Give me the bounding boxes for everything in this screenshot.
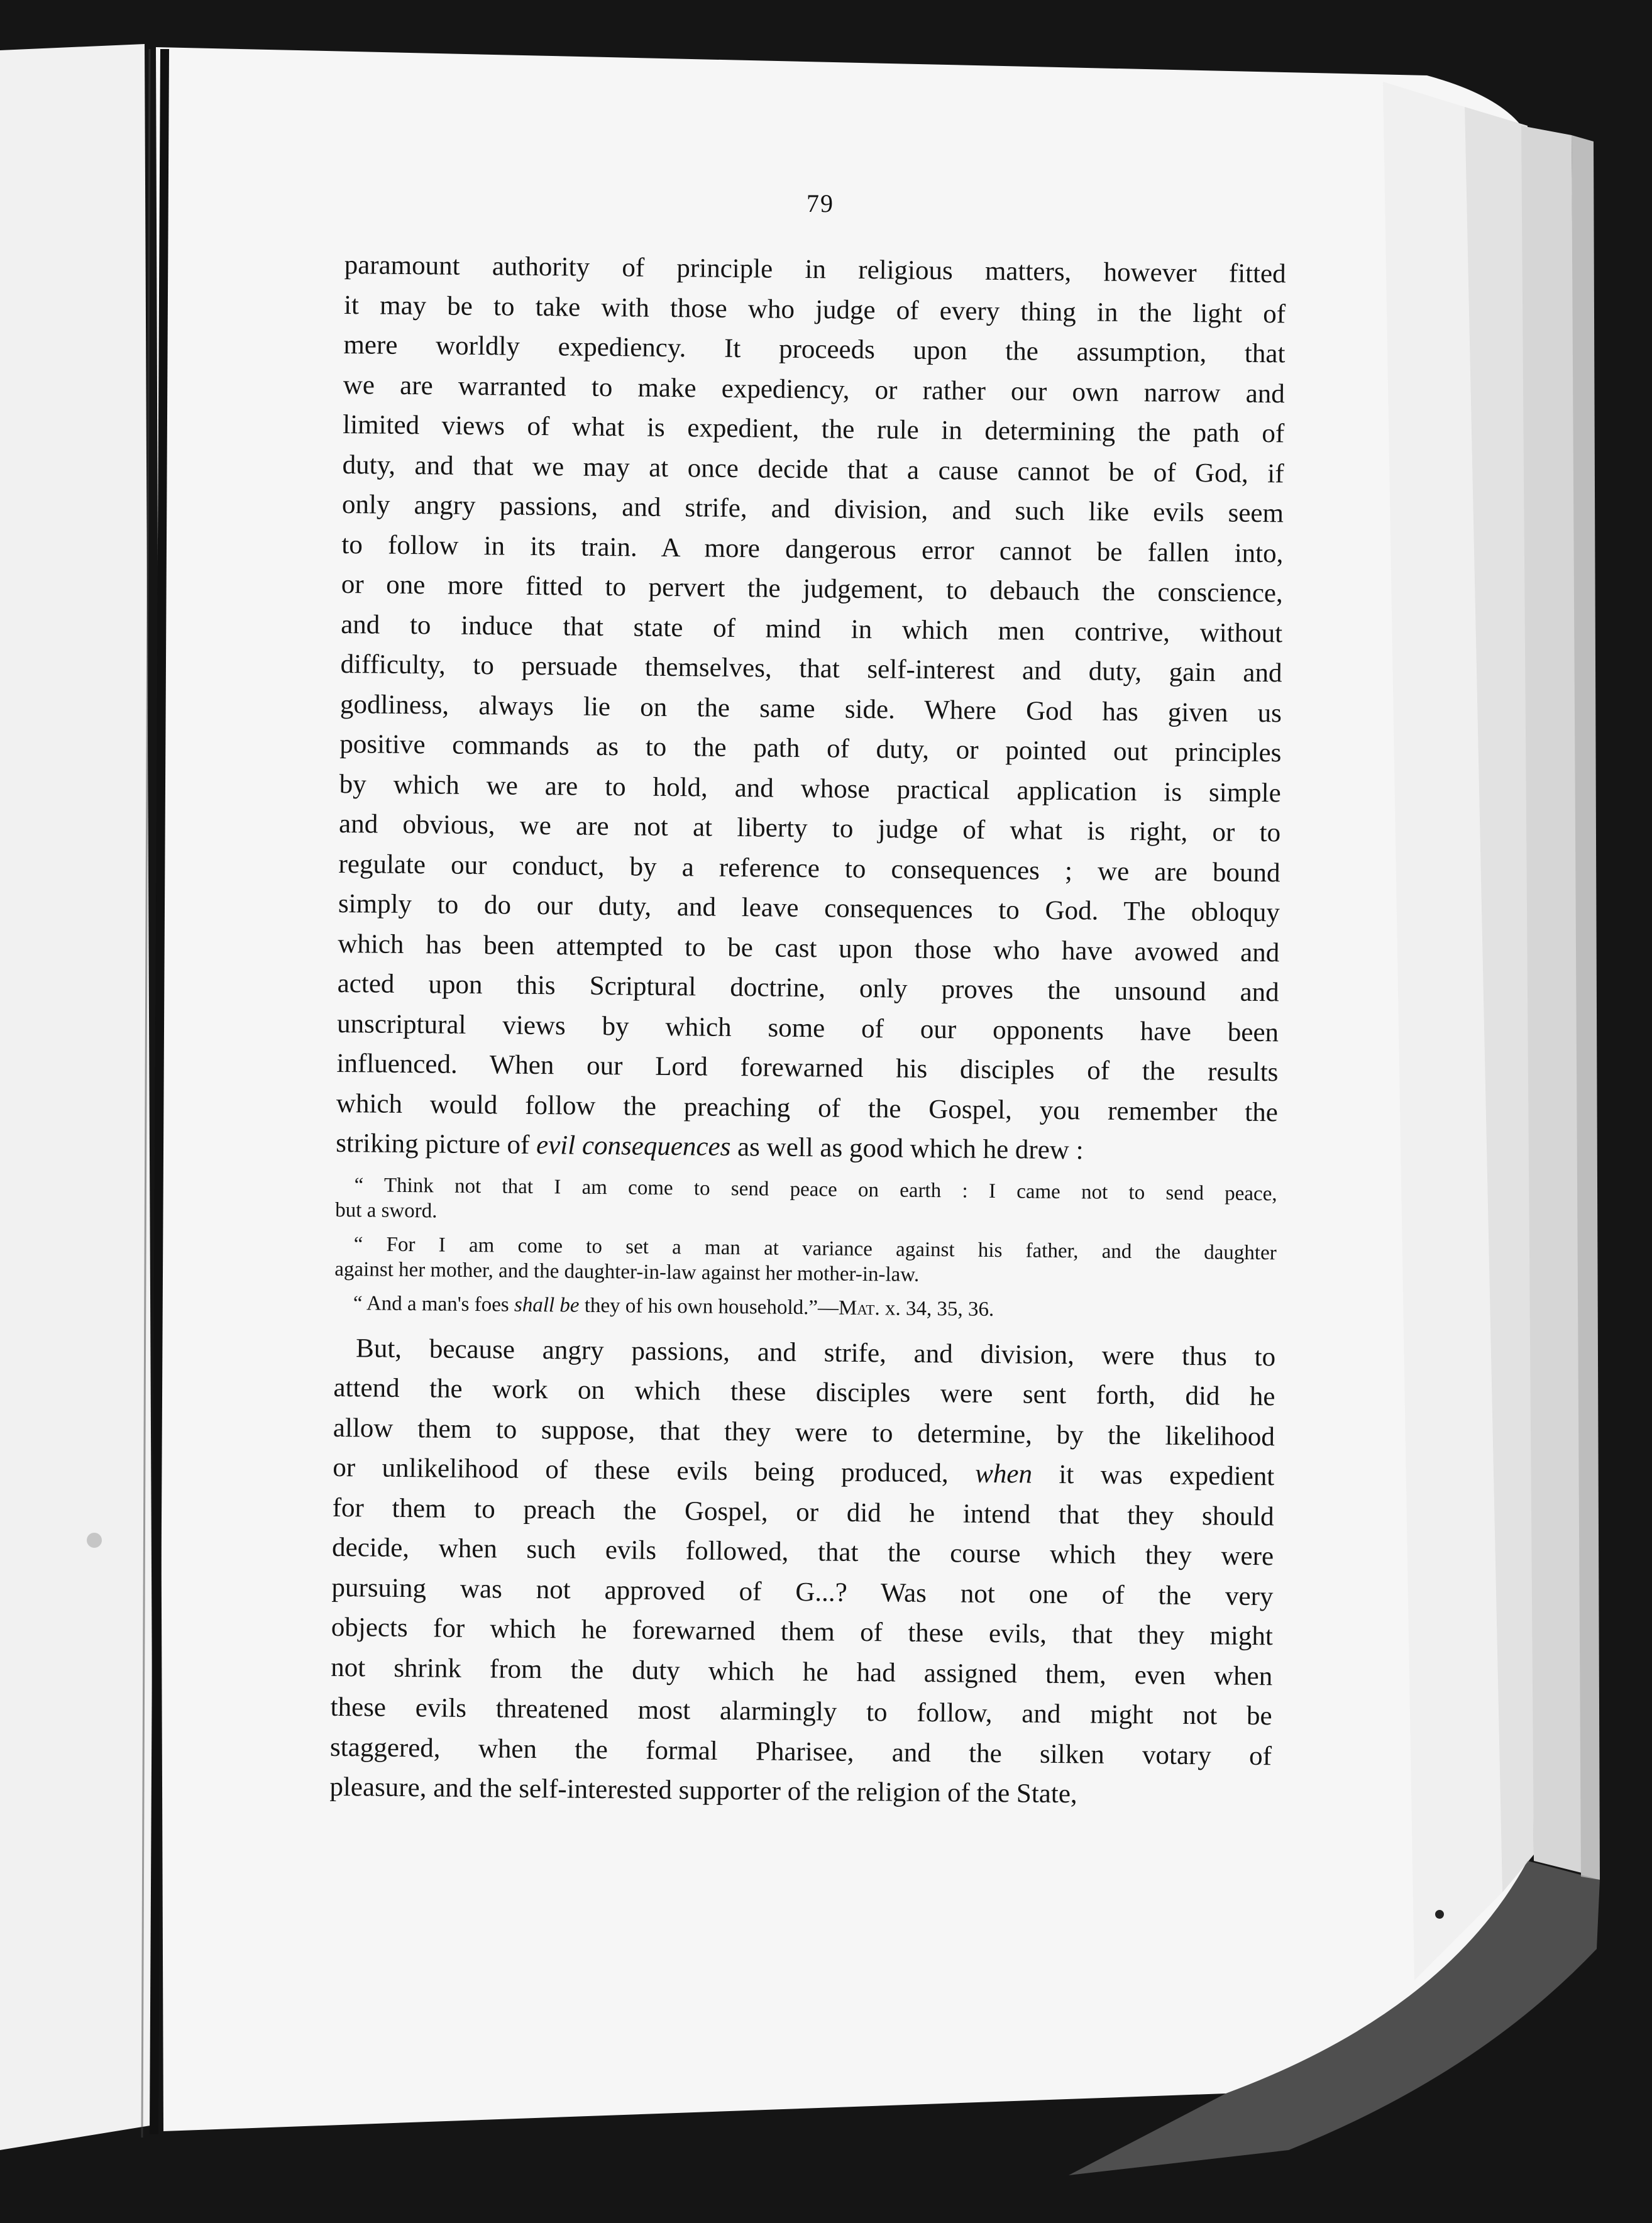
text-line: or one more fitted to pervert the judgement, to debauch the conscience, — [341, 569, 1283, 609]
text-line: staggered, when the formal Pharisee, and the silken votary of — [329, 1732, 1272, 1771]
text-line: duty, and that we may at once decide that a cause cannot be of God, if — [342, 450, 1284, 488]
quote-line: against her mother, and the daughter-in-law against her mother-in-law. — [334, 1257, 920, 1286]
text-line: But, because angry passions, and strife, and division, were thus to — [355, 1333, 1276, 1372]
citation-verses: x. 34, 35, 36. — [879, 1296, 994, 1321]
paragraph-2 — [329, 1328, 1275, 1816]
text-run: as well as good which he drew : — [730, 1132, 1084, 1166]
text-run: or unlikelihood of these evils being produced, — [333, 1452, 976, 1489]
text-line: unscriptural views by which some of our opponents have been — [336, 1008, 1279, 1047]
text-line: paramount authority of principle in religious matters, however fitted — [344, 250, 1286, 289]
text-line: to follow in its train. A more dangerous error cannot be fallen into, — [341, 529, 1284, 568]
text-line: only angry passions, and strife, and division, and such like evils seem — [341, 489, 1284, 529]
text-line: and to induce that state of mind in which men contrive, without — [340, 609, 1283, 648]
text-line: it may be to take with those who judge of every thing in the light of — [343, 290, 1286, 329]
text-line: difficulty, to persuade themselves, that self-interest and duty, gain and — [340, 649, 1282, 688]
italic-text-run: shall be — [514, 1293, 580, 1317]
text-line: which has been attempted to be cast upon those who have avowed and — [338, 929, 1280, 968]
italic-text-run: when — [975, 1459, 1033, 1489]
page-text-block — [329, 245, 1286, 1816]
text-line: positive commands as to the path of duty, or pointed out principles — [339, 729, 1282, 768]
italic-text-run: evil consequences — [536, 1130, 731, 1162]
citation-book: Mat. — [838, 1296, 880, 1320]
text-line: these evils threatened most alarmingly to follow, and might not be — [330, 1692, 1272, 1731]
text-line: objects for which he forewarned them of these evils, that they might — [331, 1612, 1274, 1652]
text-line: influenced. When our Lord forewarned his disciples of the results — [336, 1048, 1279, 1088]
text-run: they of his own household.”— — [579, 1294, 839, 1320]
text-line: we are warranted to make expediency, or rather our own narrow and — [343, 370, 1286, 409]
text-line: regulate our conduct, by a reference to consequences ; we are bound — [338, 849, 1280, 888]
quote-line: but a sword. — [335, 1198, 438, 1222]
text-line: which would follow the preaching of the Gospel, you remember the — [336, 1088, 1279, 1127]
text-run: “ And a man's foes — [353, 1291, 515, 1316]
text-line: not shrink from the duty which he had assigned them, even when — [331, 1652, 1273, 1691]
text-line: limited views of what is expedient, the rule in determining the path of — [343, 409, 1285, 449]
quote-line: “ Think not that I am come to send peace on earth : I came not to send peace, — [354, 1173, 1277, 1205]
page-number: 79 — [807, 189, 834, 218]
text-line: pursuing was not approved of G...? Was not one of the very — [331, 1572, 1274, 1611]
text-line: and obvious, we are not at liberty to judge of what is right, or to — [338, 808, 1281, 848]
text-run: it was expedient — [1032, 1459, 1275, 1492]
text-run: striking picture of — [336, 1128, 537, 1160]
text-line: simply to do our duty, and leave consequences to God. The obloquy — [338, 888, 1280, 928]
text-line: decide, when such evils followed, that the course which they were — [331, 1532, 1274, 1572]
text-line: allow them to suppose, that they were to determine, by the likelihood — [333, 1413, 1275, 1452]
text-line: mere worldly expediency. It proceeds upon the assumption, that — [343, 329, 1286, 369]
paragraph-1 — [336, 245, 1286, 1172]
text-line: pleasure, and the self-interested supporter of the religion of the State, — [329, 1772, 1077, 1809]
scripture-quotation — [334, 1172, 1277, 1324]
text-line: by which we are to hold, and whose practical application is simple — [339, 769, 1281, 808]
quote-line: “ For I am come to set a man at variance against his father, and the daughter — [353, 1232, 1277, 1264]
text-line: for them to preach the Gospel, or did he intend that they should — [332, 1492, 1274, 1531]
text-line: godliness, always lie on the same side. Where God has given us — [339, 689, 1282, 728]
text-line: attend the work on which these disciples were sent forth, did he — [333, 1372, 1275, 1412]
text-line: acted upon this Scriptural doctrine, only proves the unsound and — [337, 968, 1279, 1008]
